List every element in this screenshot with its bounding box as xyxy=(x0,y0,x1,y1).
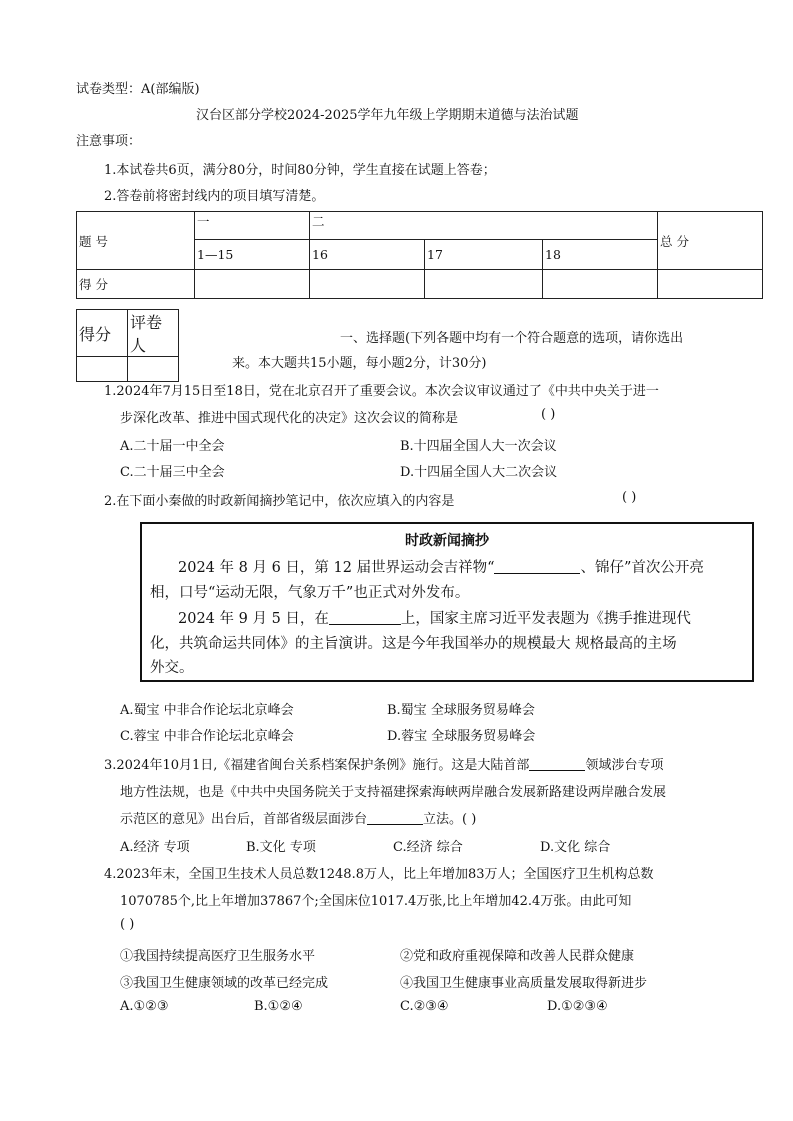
grader-score-cell[interactable] xyxy=(77,357,128,382)
q1-answer-paren: ( ) xyxy=(541,407,556,422)
fill-blank[interactable] xyxy=(494,559,580,574)
news-line: 2024 年 9 月 5 日，在 上，国家主席习近平发表题为《携手推进现代 xyxy=(178,611,691,627)
grader-reviewer-cell[interactable] xyxy=(128,357,179,382)
section-one-header: 一 xyxy=(195,212,310,240)
news-line: 相，口号“运动无限，气象万千”也正式对外发布。 xyxy=(150,585,470,601)
fill-blank[interactable] xyxy=(329,610,401,625)
col-header: 1—15 xyxy=(195,240,310,270)
row-label-score: 得 分 xyxy=(77,270,195,299)
q4-statement: ③我国卫生健康领域的改革已经完成 xyxy=(120,976,329,991)
section-heading-line2: 来。本大题共15小题，每小题2分，计30分) xyxy=(232,356,487,371)
col-header: 16 xyxy=(310,240,425,270)
news-box-title: 时政新闻摘抄 xyxy=(405,533,489,549)
total-score-cell[interactable] xyxy=(658,270,763,299)
score-cell[interactable] xyxy=(310,270,425,299)
q3-option-a[interactable]: A.经济 专项 xyxy=(120,840,190,855)
q2-option-b[interactable]: B.蜀宝 全球服务贸易峰会 xyxy=(387,703,535,718)
q3-option-c[interactable]: C.经济 综合 xyxy=(393,840,463,855)
fill-blank[interactable] xyxy=(367,812,423,825)
grader-score-label: 得分 xyxy=(77,310,128,357)
total-header: 总 分 xyxy=(658,212,763,270)
note-item: 1.本试卷共6页，满分80分，时间80分钟，学生直接在试题上答卷； xyxy=(104,163,496,178)
score-table xyxy=(76,211,763,299)
q1-stem: 1.2024年7月15日至18日，党在北京召开了重要会议。本次会议审议通过了《中共中央关于进一 xyxy=(104,384,659,399)
q3-stem: 3.2024年10月1日,《福建省闽台关系档案保护条例》施行。这是大陆首部 领域涉台专项 xyxy=(104,758,664,773)
q3-stem-cont: 地方性法规，也是《中共中央国务院关于支持福建探索海峡两岸融合发展新路建设两岸融合发展 xyxy=(120,785,667,800)
notes-label: 注意事项： xyxy=(76,134,142,149)
q4-option-a[interactable]: A.①②③ xyxy=(120,999,169,1014)
q1-stem-cont: 步深化改革、推进中国式现代化的决定》这次会议的简称是 xyxy=(120,411,459,426)
section-two-header: 二 xyxy=(310,212,658,240)
grader-box xyxy=(76,309,179,382)
q1-option-d[interactable]: D.十四届全国人大二次会议 xyxy=(400,465,558,480)
q4-answer-paren: ( ) xyxy=(120,917,135,932)
q4-statement: ②党和政府重视保障和改善人民群众健康 xyxy=(400,949,635,964)
grader-reviewer-label: 评卷人 xyxy=(128,310,179,357)
section-heading-line1: 一、选择题(下列各题中均有一个符合题意的选项，请你选出 xyxy=(340,331,684,346)
q4-stem-cont: 1070785个,比上年增加37867个;全国床位1017.4万张,比上年增加42.4万张。由此可知 xyxy=(120,894,632,909)
score-cell[interactable] xyxy=(195,270,310,299)
q2-option-c[interactable]: C.蓉宝 中非合作论坛北京峰会 xyxy=(120,729,294,744)
q3-option-d[interactable]: D.文化 综合 xyxy=(540,840,611,855)
q2-option-d[interactable]: D.蓉宝 全球服务贸易峰会 xyxy=(387,729,536,744)
news-line: 外交。 xyxy=(150,660,194,676)
fill-blank[interactable] xyxy=(529,758,585,771)
q4-stem: 4.2023年末，全国卫生技术人员总数1248.8万人，比上年增加83万人；全国医疗卫生机构总数 xyxy=(104,867,654,882)
page-title: 汉台区部分学校2024-2025学年九年级上学期期末道德与法治试题 xyxy=(196,108,579,123)
q1-option-b[interactable]: B.十四届全国人大一次会议 xyxy=(400,439,557,454)
row-label-number: 题 号 xyxy=(77,212,195,270)
q4-option-d[interactable]: D.①②③④ xyxy=(547,999,608,1014)
q4-statement: ④我国卫生健康事业高质量发展取得新进步 xyxy=(400,976,648,991)
score-cell[interactable] xyxy=(543,270,658,299)
q3-stem-cont: 示范区的意见》出台后，首部省级层面涉台 立法。( ) xyxy=(120,812,477,827)
q2-stem: 2.在下面小秦做的时政新闻摘抄笔记中，依次应填入的内容是 xyxy=(104,494,455,509)
paper-type: 试卷类型：A(部编版) xyxy=(76,82,200,97)
q4-option-b[interactable]: B.①②④ xyxy=(254,999,303,1014)
q2-option-a[interactable]: A.蜀宝 中非合作论坛北京峰会 xyxy=(120,703,294,718)
col-header: 17 xyxy=(425,240,543,270)
q3-option-b[interactable]: B.文化 专项 xyxy=(246,840,316,855)
news-line: 化，共筑命运共同体》的主旨演讲。这是今年我国举办的规模最大 规格最高的主场 xyxy=(150,636,677,652)
q1-option-c[interactable]: C.二十届三中全会 xyxy=(120,465,225,480)
note-item: 2.答卷前将密封线内的项目填写清楚。 xyxy=(104,189,325,204)
news-line: 2024 年 8 月 6 日，第 12 届世界运动会吉祥物“ 、锦仔”首次公开亮 xyxy=(178,560,704,576)
news-box xyxy=(140,522,754,682)
q4-statement: ①我国持续提高医疗卫生服务水平 xyxy=(120,949,316,964)
q1-option-a[interactable]: A.二十届一中全会 xyxy=(120,439,225,454)
q2-answer-paren: ( ) xyxy=(622,490,637,505)
col-header: 18 xyxy=(543,240,658,270)
score-cell[interactable] xyxy=(425,270,543,299)
q4-option-c[interactable]: C.②③④ xyxy=(400,999,449,1014)
